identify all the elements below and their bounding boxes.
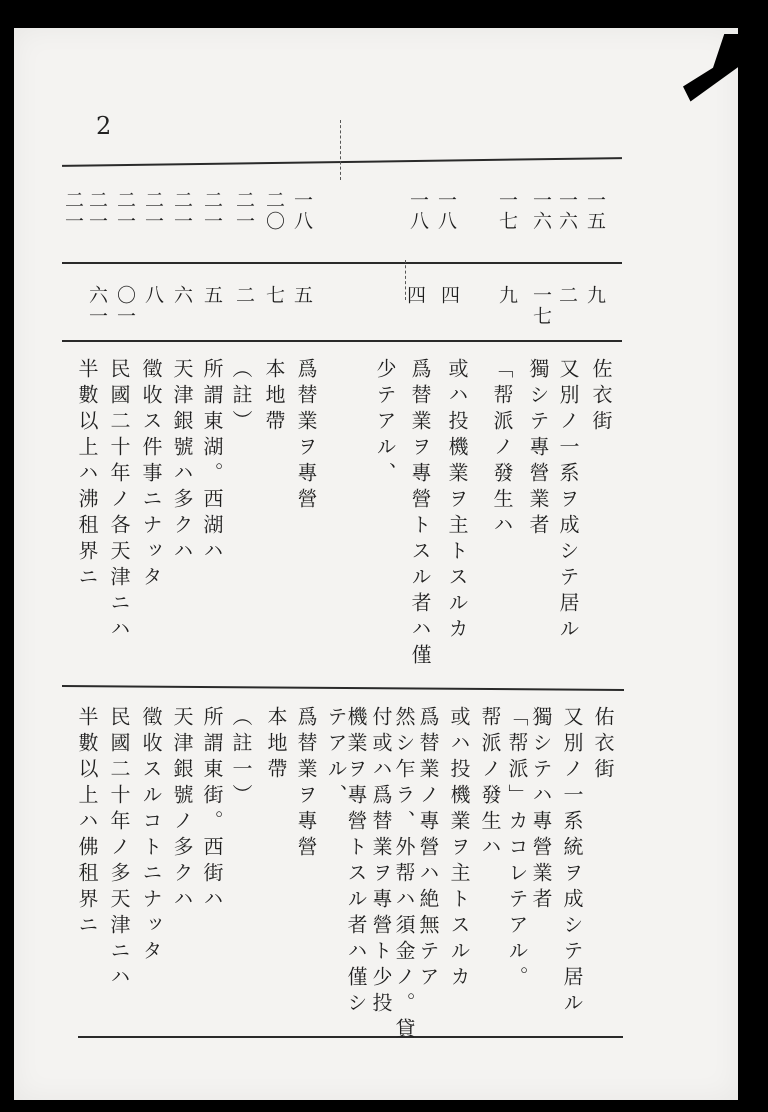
header-number: 八 (142, 285, 164, 306)
header-number: 五 (291, 285, 313, 306)
text-column: 本地帶 (262, 358, 286, 436)
text-column: 帮派ノ發生ハ (478, 706, 502, 862)
section-rule (62, 340, 622, 342)
header-number: 二一 (171, 190, 193, 232)
header-number: 四 (404, 285, 426, 306)
text-column: 爲替業ヲ專營 (294, 358, 318, 514)
header-number: 一六 (556, 190, 578, 232)
header-number: 一八 (407, 190, 429, 232)
text-column: 爲替業ヲ專營 (294, 706, 318, 862)
text-column: 或ハ投機業ヲ主トスルカ (447, 706, 471, 992)
header-number: 一五 (584, 190, 606, 232)
text-column: 天津銀號ハ多クハ (170, 358, 194, 566)
text-column: 佑衣街 (591, 706, 615, 784)
text-column: テアル、 (324, 706, 348, 810)
header-number: 四 (438, 285, 460, 306)
header-number: 〇一 (114, 285, 136, 327)
text-column: 或ハ投機業ヲ主トスルカ (445, 358, 469, 644)
header-number: 二一 (62, 190, 84, 232)
text-column: 獨シテ專營業者 (526, 358, 550, 540)
text-column: （註） (229, 358, 253, 436)
text-column: 本地帶 (264, 706, 288, 784)
header-number: 六一 (86, 285, 108, 327)
bottom-rule (78, 1036, 623, 1038)
text-column: 民國二十年ノ多天津ニハ (107, 706, 131, 992)
header-number: 一七 (530, 285, 552, 327)
header-rule (62, 262, 622, 264)
text-column: 徵收スルコトニナッタ (139, 706, 163, 966)
header-number: 二一 (86, 190, 108, 232)
fold-line-mark (340, 120, 341, 180)
text-column: 民國二十年ノ各天津ニハ (107, 358, 131, 644)
text-column: 半數以上ハ佛租界ニ (75, 706, 99, 940)
header-number: 二一 (233, 190, 255, 232)
header-number: 一八 (291, 190, 313, 232)
header-number: 九 (584, 285, 606, 306)
header-number: 九 (496, 285, 518, 306)
header-number: 五 (201, 285, 223, 306)
text-column: 「帮派」カコレテアル。 (505, 706, 529, 992)
text-column: （註一） (229, 706, 253, 810)
header-number: 七 (263, 285, 285, 306)
text-column: 又別ノ一系ヲ成シテ居ル (556, 358, 580, 644)
text-column: 獨シテハ專營業者 (529, 706, 553, 914)
header-number: 二一 (114, 190, 136, 232)
header-number: 二 (233, 285, 255, 306)
page-number: 2 (96, 112, 112, 140)
header-number: 六 (171, 285, 193, 306)
text-column: 機業ヲ專營トスル者ハ僅シ (344, 706, 368, 1018)
header-number: 一六 (530, 190, 552, 232)
header-number: 二 (556, 285, 578, 306)
header-number: 一七 (496, 190, 518, 232)
text-column: 付或ハ爲替業ヲ專營ト少投 (369, 706, 393, 1018)
header-number: 二一 (201, 190, 223, 232)
text-column: 「帮派ノ發生ハ (490, 358, 514, 540)
header-number: 二〇 (263, 190, 285, 232)
text-column: 所謂東街。西街ハ (200, 706, 224, 914)
header-number: 二一 (142, 190, 164, 232)
text-column: 爲替業ヲ專營トスル者ハ僅 (408, 358, 432, 670)
text-column: 所謂東湖。西湖ハ (200, 358, 224, 566)
text-column: 又別ノ一系統ヲ成シテ居ル (560, 706, 584, 1018)
text-column: 徵收ス件事ニナッタ (139, 358, 163, 592)
text-column: 然シ乍ラ、外帮ハ須金ノ。貸 (392, 706, 416, 1044)
text-column: 天津銀號ノ多クハ (170, 706, 194, 914)
text-column: 少テアル、 (373, 358, 397, 488)
text-column: 半數以上ハ沸租界ニ (75, 358, 99, 592)
header-number: 一八 (435, 190, 457, 232)
text-column: 爲替業ノ專營ハ絶無テア (416, 706, 440, 992)
text-column: 佐衣街 (589, 358, 613, 436)
